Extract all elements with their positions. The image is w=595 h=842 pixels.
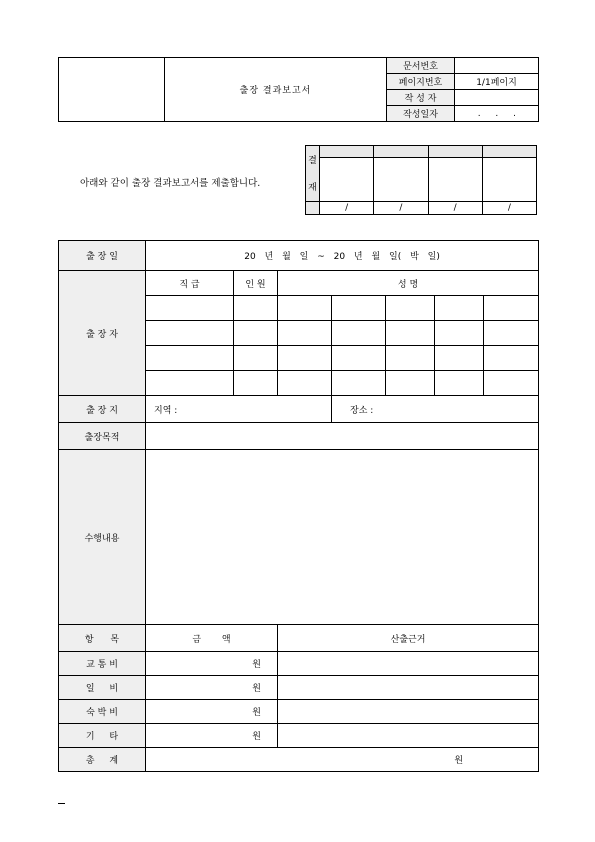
purpose-label: 출장목적 [59,423,146,450]
page-no-value: 1/1페이지 [455,74,539,90]
date-label: 작성일자 [387,106,455,122]
traveler-name-cell[interactable] [386,346,435,371]
approver-sign-1[interactable] [320,158,374,202]
traveler-name-cell[interactable] [278,321,332,346]
approval-side-label-1: 결 [308,156,317,167]
traveler-name-cell[interactable] [332,346,386,371]
approval-side-blank [306,201,320,214]
cost-amount-other[interactable]: 원 [146,724,278,748]
traveler-name-cell[interactable] [278,371,332,396]
traveler-name-cell[interactable] [484,371,539,396]
date-value[interactable]: . . . [455,106,539,122]
col-name-header: 성 명 [278,271,539,296]
cost-label-other: 기 타 [59,724,146,748]
traveler-name-cell[interactable] [386,371,435,396]
doc-no-label: 문서번호 [387,58,455,74]
document-title: 출장 결과보고서 [165,58,387,122]
author-value[interactable] [455,90,539,106]
traveler-count-cell[interactable] [234,296,278,321]
traveler-name-cell[interactable] [435,346,484,371]
traveler-label: 출 장 자 [59,271,146,396]
approver-date-1[interactable]: / [320,201,374,214]
location-label: 장소 : [350,405,374,416]
content-label: 수행내용 [59,450,146,625]
location-field[interactable] [332,396,539,423]
place-label: 출 장 지 [59,396,146,423]
page-no-label: 페이지번호 [387,74,455,90]
header-table [58,57,539,122]
logo-cell [59,58,165,122]
cost-label-transport: 교 통 비 [59,652,146,676]
cost-amount-transport[interactable]: 원 [146,652,278,676]
approval-table [305,145,537,215]
traveler-name-cell[interactable] [332,321,386,346]
cost-amount-lodging[interactable]: 원 [146,700,278,724]
traveler-rank-cell[interactable] [146,371,234,396]
traveler-name-cell[interactable] [278,346,332,371]
traveler-count-cell[interactable] [234,321,278,346]
approver-sign-2[interactable] [374,158,428,202]
traveler-rank-cell[interactable] [146,321,234,346]
content-field[interactable] [146,450,539,625]
footer-dash [58,803,65,804]
traveler-name-cell[interactable] [332,371,386,396]
approver-title-2[interactable] [374,146,428,158]
col-rank-header: 직 급 [146,271,234,296]
trip-date-value[interactable]: 20 년 월 일 ~ 20 년 월 일( 박 일) [146,241,539,271]
approver-date-3[interactable]: / [428,201,482,214]
traveler-rank-cell[interactable] [146,296,234,321]
col-count-header: 인 원 [234,271,278,296]
approver-title-4[interactable] [482,146,536,158]
traveler-rank-cell[interactable] [146,346,234,371]
cost-label-daily: 일 비 [59,676,146,700]
author-label: 작 성 자 [387,90,455,106]
traveler-count-cell[interactable] [234,346,278,371]
traveler-name-cell[interactable] [484,346,539,371]
approver-date-4[interactable]: / [482,201,536,214]
cost-basis-other[interactable] [278,724,539,748]
traveler-name-cell[interactable] [435,371,484,396]
basis-header: 산출근거 [278,625,539,652]
approver-sign-4[interactable] [482,158,536,202]
traveler-name-cell[interactable] [386,296,435,321]
approval-side-label [306,146,320,202]
cost-label-lodging: 숙 박 비 [59,700,146,724]
approver-sign-3[interactable] [428,158,482,202]
total-amount[interactable]: 원 [146,748,539,772]
traveler-name-cell[interactable] [484,321,539,346]
traveler-name-cell[interactable] [278,296,332,321]
cost-basis-daily[interactable] [278,676,539,700]
cost-basis-lodging[interactable] [278,700,539,724]
trip-date-label: 출 장 일 [59,241,146,271]
traveler-name-cell[interactable] [386,321,435,346]
approver-title-3[interactable] [428,146,482,158]
traveler-name-cell[interactable] [435,296,484,321]
main-form-table [58,240,539,772]
item-header: 항 목 [59,625,146,652]
region-label: 지역 : [154,405,178,416]
approver-date-2[interactable]: / [374,201,428,214]
traveler-name-cell[interactable] [435,321,484,346]
region-field[interactable] [146,396,332,423]
cost-amount-daily[interactable]: 원 [146,676,278,700]
approval-side-label-2: 재 [308,183,317,194]
amount-header: 금 액 [146,625,278,652]
cost-basis-transport[interactable] [278,652,539,676]
total-label: 총 계 [59,748,146,772]
traveler-name-cell[interactable] [484,296,539,321]
purpose-field[interactable] [146,423,539,450]
approver-title-1[interactable] [320,146,374,158]
traveler-name-cell[interactable] [332,296,386,321]
doc-no-value[interactable] [455,58,539,74]
traveler-count-cell[interactable] [234,371,278,396]
submit-statement: 아래와 같이 출장 결과보고서를 제출합니다. [80,178,261,189]
